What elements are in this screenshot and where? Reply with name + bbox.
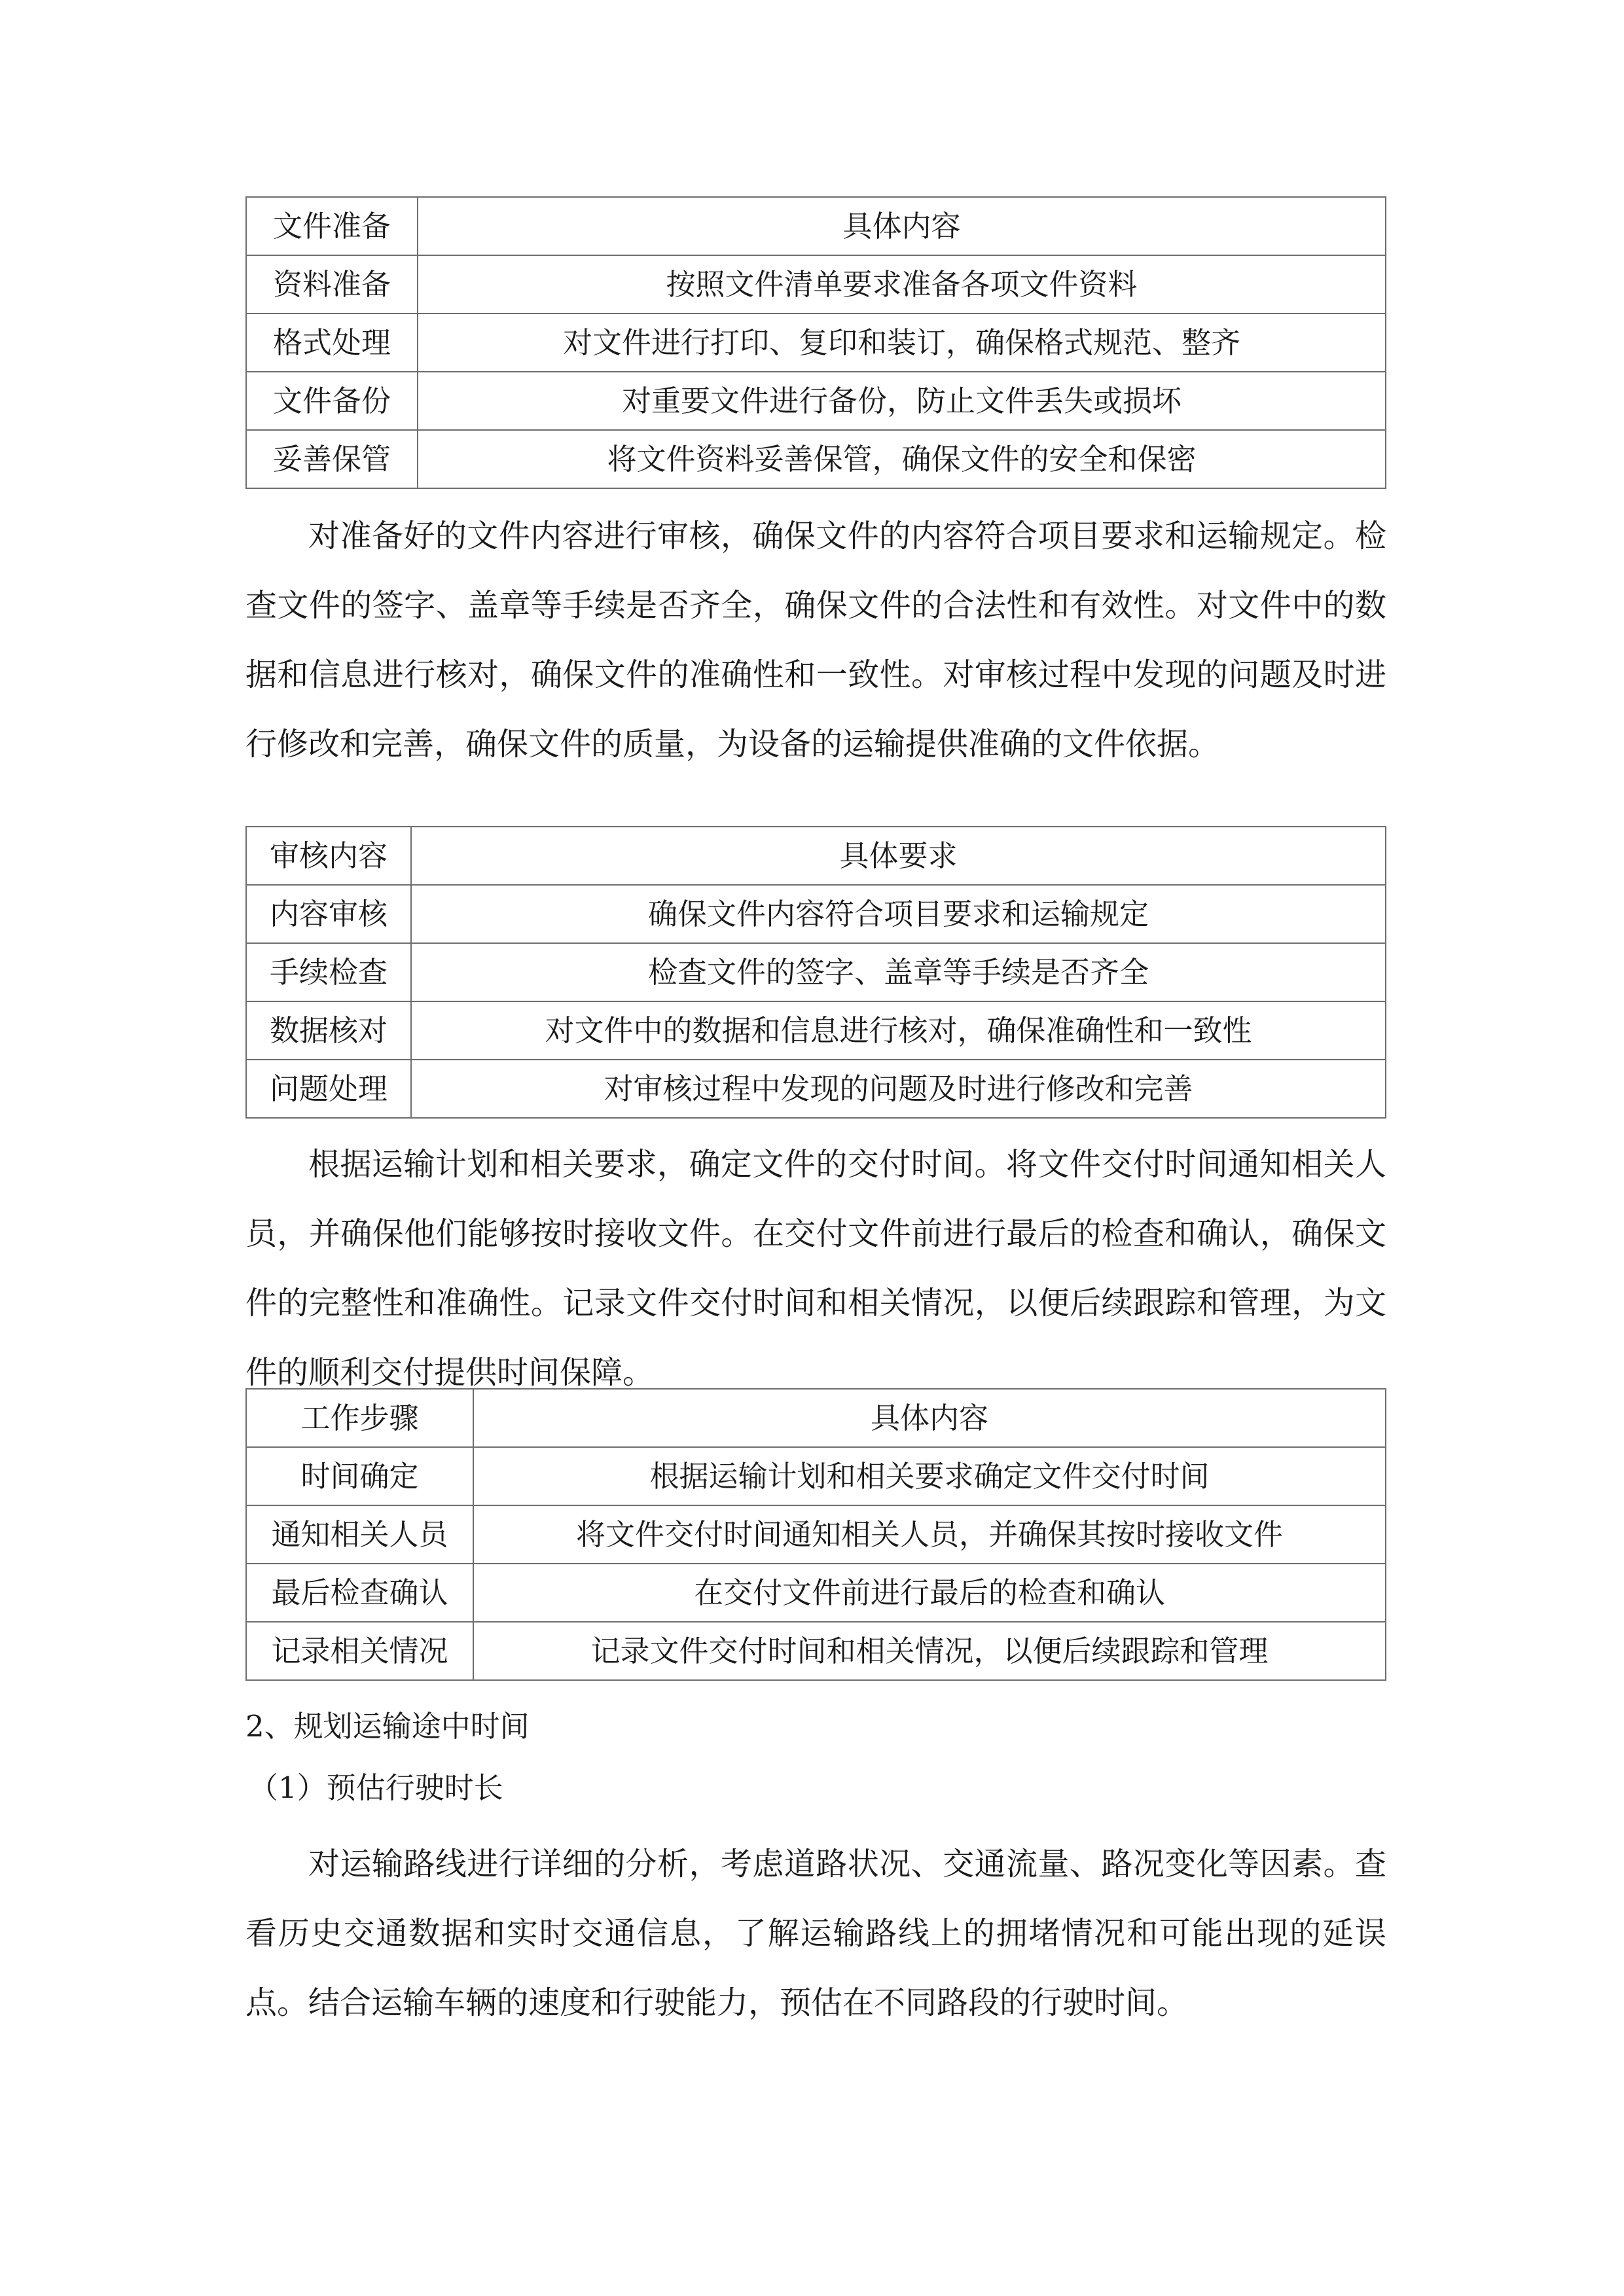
section-heading: 2、规划运输途中时间	[245, 1709, 530, 1744]
table-header-cell: 具体要求	[411, 827, 1386, 885]
table-row	[246, 885, 1386, 943]
table-cell: 妥善保管	[246, 430, 418, 488]
table-cell: 对文件中的数据和信息进行核对，确保准确性和一致性	[411, 1001, 1386, 1060]
table-row	[246, 372, 1386, 430]
table-cell: 记录文件交付时间和相关情况，以便后续跟踪和管理	[473, 1622, 1386, 1680]
table-row	[246, 1564, 1386, 1622]
table-cell: 对重要文件进行备份，防止文件丢失或损坏	[418, 372, 1386, 430]
delivery-paragraph: 根据运输计划和相关要求，确定文件的交付时间。将文件交付时间通知相关人员，并确保他们能够按时接收文件。在交付文件前进行最后的检查和确认，确保文件的完整性和准确性。记录文件交付时间和相关情况，以便后续跟踪和管理，为文件的顺利交付提供时间保障。	[245, 1146, 1386, 1391]
table-header-cell: 具体内容	[473, 1389, 1386, 1447]
table-row	[246, 314, 1386, 372]
review-table	[245, 826, 1386, 1119]
table-header-row	[246, 197, 1386, 255]
table-row	[246, 255, 1386, 314]
review-paragraph: 对准备好的文件内容进行审核，确保文件的内容符合项目要求和运输规定。检查文件的签字、盖章等手续是否齐全，确保文件的合法性和有效性。对文件中的数据和信息进行核对，确保文件的准确性和一致性。对审核过程中发现的问题及时进行修改和完善，确保文件的质量，为设备的运输提供准确的文件依据。	[245, 518, 1386, 762]
table-cell: 内容审核	[246, 885, 411, 943]
table-cell: 手续检查	[246, 943, 411, 1001]
table-cell: 将文件资料妥善保管，确保文件的安全和保密	[418, 430, 1386, 488]
table-cell: 时间确定	[246, 1447, 473, 1505]
table-cell: 检查文件的签字、盖章等手续是否齐全	[411, 943, 1386, 1001]
table-row	[246, 943, 1386, 1001]
travel-time-paragraph: 对运输路线进行详细的分析，考虑道路状况、交通流量、路况变化等因素。查看历史交通数据和实时交通信息，了解运输路线上的拥堵情况和可能出现的延误点。结合运输车辆的速度和行驶能力，预估在不同路段的行驶时间。	[245, 1846, 1386, 2021]
table-row	[246, 1001, 1386, 1060]
table-cell: 文件备份	[246, 372, 418, 430]
table-row	[246, 1622, 1386, 1680]
file-preparation-table	[245, 196, 1386, 489]
table-row	[246, 430, 1386, 488]
table-header-cell: 审核内容	[246, 827, 411, 885]
table-cell: 格式处理	[246, 314, 418, 372]
table-cell: 将文件交付时间通知相关人员，并确保其按时接收文件	[473, 1505, 1386, 1564]
table-row	[246, 1447, 1386, 1505]
table-cell: 确保文件内容符合项目要求和运输规定	[411, 885, 1386, 943]
table-cell: 数据核对	[246, 1001, 411, 1060]
table-header-row	[246, 827, 1386, 885]
table-row	[246, 1060, 1386, 1118]
table-cell: 对文件进行打印、复印和装订，确保格式规范、整齐	[418, 314, 1386, 372]
table-cell: 在交付文件前进行最后的检查和确认	[473, 1564, 1386, 1622]
table-cell: 按照文件清单要求准备各项文件资料	[418, 255, 1386, 314]
table-cell: 资料准备	[246, 255, 418, 314]
table-header-cell: 工作步骤	[246, 1389, 473, 1447]
subsection-heading: （1）预估行驶时长	[249, 1770, 503, 1805]
table-header-cell: 文件准备	[246, 197, 418, 255]
table-cell: 对审核过程中发现的问题及时进行修改和完善	[411, 1060, 1386, 1118]
table-cell: 问题处理	[246, 1060, 411, 1118]
table-cell: 记录相关情况	[246, 1622, 473, 1680]
table-cell: 最后检查确认	[246, 1564, 473, 1622]
table-cell: 通知相关人员	[246, 1505, 473, 1564]
table-header-cell: 具体内容	[418, 197, 1386, 255]
table-row	[246, 1505, 1386, 1564]
table-cell: 根据运输计划和相关要求确定文件交付时间	[473, 1447, 1386, 1505]
table-header-row	[246, 1389, 1386, 1447]
delivery-steps-table	[245, 1388, 1386, 1681]
